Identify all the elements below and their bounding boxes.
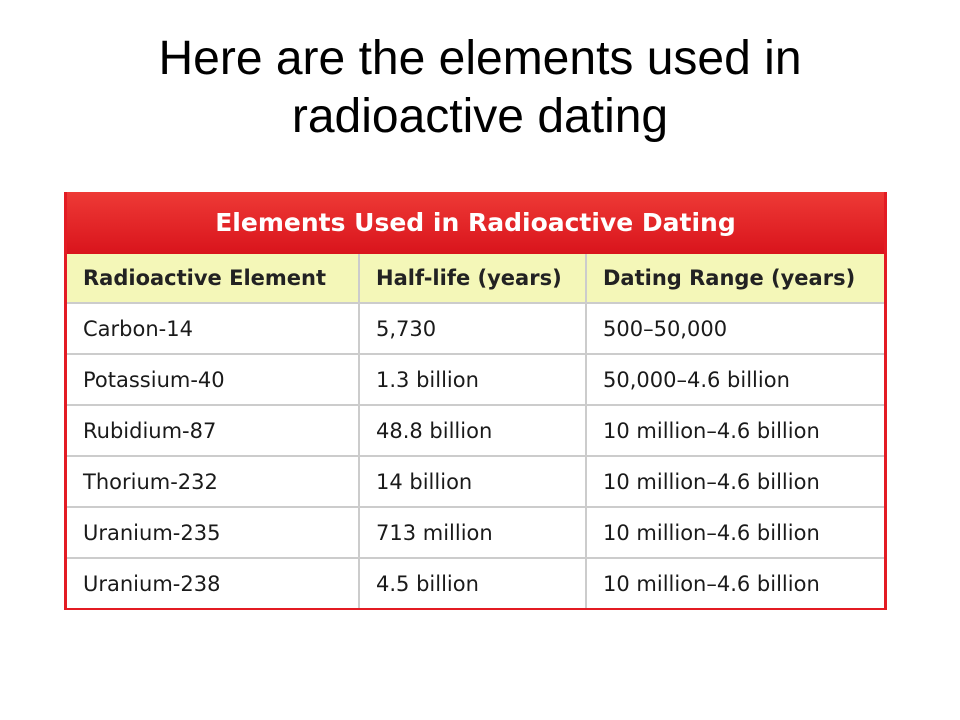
- header-dating-range: Dating Range (years): [586, 254, 884, 303]
- table-row: [67, 558, 884, 608]
- cell-element: Potassium-40: [67, 354, 359, 405]
- cell-half-life: 1.3 billion: [359, 354, 586, 405]
- elements-table: [67, 254, 884, 608]
- slide-title-line-2: radioactive dating: [291, 90, 669, 143]
- header-half-life: Half-life (years): [359, 254, 586, 303]
- table-row: [67, 405, 884, 456]
- cell-half-life: 5,730: [359, 303, 586, 354]
- table-row: [67, 354, 884, 405]
- cell-element: Carbon-14: [67, 303, 359, 354]
- cell-dating-range: 500–50,000: [586, 303, 884, 354]
- cell-dating-range: 10 million–4.6 billion: [586, 456, 884, 507]
- elements-table-frame: [64, 192, 887, 610]
- cell-dating-range: 10 million–4.6 billion: [586, 507, 884, 558]
- cell-half-life: 713 million: [359, 507, 586, 558]
- cell-half-life: 4.5 billion: [359, 558, 586, 608]
- cell-half-life: 14 billion: [359, 456, 586, 507]
- cell-element: Rubidium-87: [67, 405, 359, 456]
- slide-title: [0, 30, 960, 146]
- table-row: [67, 507, 884, 558]
- cell-half-life: 48.8 billion: [359, 405, 586, 456]
- cell-element: Thorium-232: [67, 456, 359, 507]
- table-row: [67, 456, 884, 507]
- cell-element: Uranium-235: [67, 507, 359, 558]
- slide-title-line-1: Here are the elements used in: [158, 32, 802, 85]
- table-caption: Elements Used in Radioactive Dating: [67, 192, 884, 254]
- cell-dating-range: 10 million–4.6 billion: [603, 571, 820, 596]
- cell-dating-range: 50,000–4.6 billion: [586, 354, 884, 405]
- table-header-row: [67, 254, 884, 303]
- table-row: [67, 303, 884, 354]
- cell-element: Uranium-238: [67, 558, 359, 608]
- cell-dating-range: 10 million–4.6 billion: [586, 405, 884, 456]
- header-radioactive-element: Radioactive Element: [67, 254, 359, 303]
